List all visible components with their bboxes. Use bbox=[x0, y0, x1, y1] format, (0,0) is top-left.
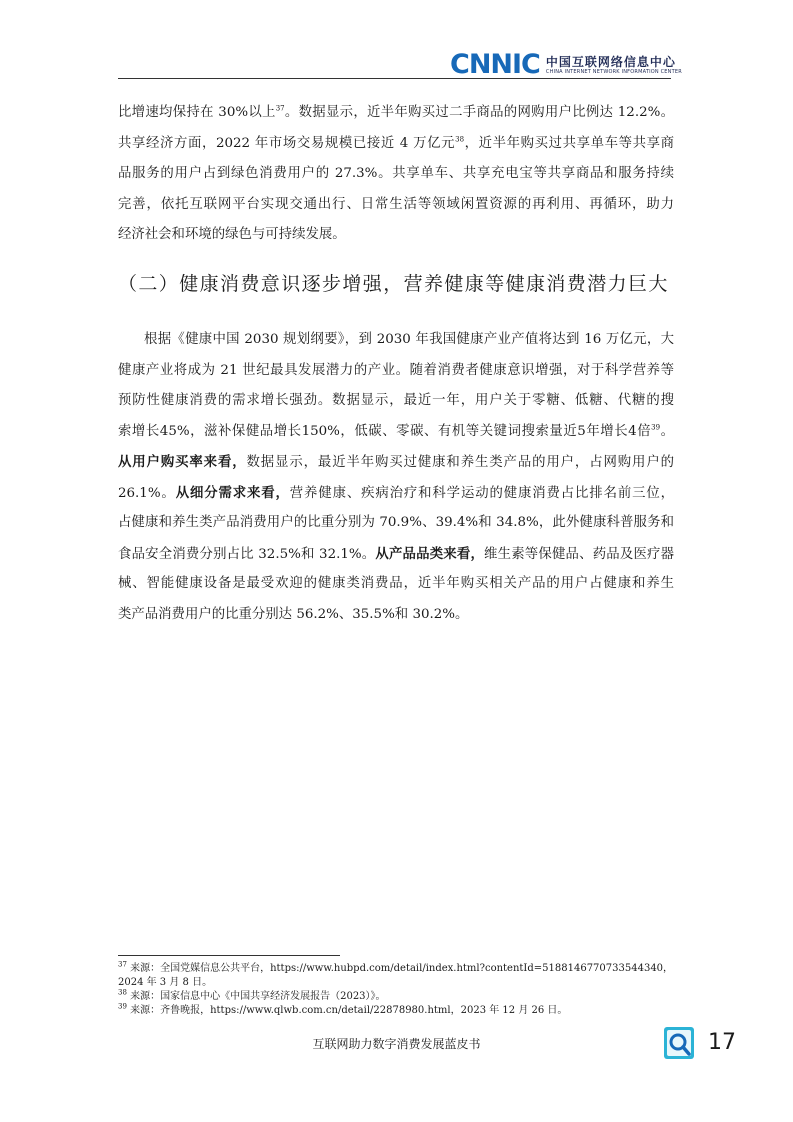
footnote-ref-37: 37 bbox=[275, 104, 285, 113]
footer-title: 互联网助力数字消费发展蓝皮书 bbox=[312, 1037, 481, 1051]
paragraph-health-consumption: 根据《健康中国 2030 规划纲要》，到 2030 年我国健康产业产值将达到 16 万亿元，大 健康产业将成为 21 世纪最具发展潜力的产业。随着消费者健康意识增强，对于科学营养等 预防性健康消费的需求增长强劲。数据显示，最近一年，用户关于零糖、低糖、代糖的搜 索增长45%，滋补保健品增长150%，低碳、零碳、有机等关键词搜索量近5年增长4倍$^{39}$。 从用户购买率来看，数据显示，最近半年购买过健康和养生类产品的用户，占网购用户的 26.1%。从细分需求来看，营养健康、疾病治疗和科学运动的健康消费占比排名前三位， 占健康和养生类产品消费用户的比重分别为 70.9%、39.4%和 34.8%，此外健康科普服务和 食品安全消费分别占比 32.5%和 32.1%。从产品品类来看，维生素等保健品、药品及医疗器 械、智能健康设备是最受欢迎的健康类消费品，近半年购买相关产品的用户占健康和养生 类产品消费用户的比重分别达 56.2%、35.5%和 30.2%。 bbox=[118, 332, 675, 622]
footnotes bbox=[118, 962, 678, 1018]
footnote-37-cont: 2024 年 3 月 8 日。 bbox=[118, 977, 213, 988]
logo-english-name: CHINA INTERNET NETWORK INFORMATION CENTER bbox=[545, 68, 682, 75]
cnnic-logo bbox=[450, 49, 682, 80]
footnote-ref-38: 38 bbox=[455, 135, 465, 144]
logo-mark: CNNIC bbox=[450, 49, 540, 80]
footnote-divider bbox=[118, 955, 340, 956]
page-number: 17 bbox=[708, 1030, 736, 1055]
footnote-39: $^{39}$ 来源：齐鲁晚报，https://www.qlwb.com.cn/detail/22878980.html，2023 年 12 月 26 日。 bbox=[118, 1002, 568, 1016]
emphasis-purchase-rate: 从用户购买率来看， bbox=[118, 454, 247, 470]
footnote-37: $^{37}$ 来源：全国党媒信息公共平台，https://www.hubpd.com/detail/index.html?contentId=5188146770733544340， bbox=[118, 960, 674, 974]
footnote-38: $^{38}$ 来源：国家信息中心《中国共享经济发展报告（2023）》。 bbox=[118, 988, 386, 1002]
emphasis-segmented-demand: 从细分需求来看， bbox=[175, 484, 290, 501]
search-report-icon bbox=[663, 1026, 695, 1060]
section-heading: （二）健康消费意识逐步增强，营养健康等健康消费潜力巨大 bbox=[118, 273, 669, 295]
logo-chinese-name: 中国互联网络信息中心 bbox=[545, 54, 676, 69]
emphasis-product-category: 从产品品类来看， bbox=[375, 545, 485, 562]
paragraph-green-consumption: 比增速均保持在 30%以上$^{37}$。数据显示，近半年购买过二手商品的网购用户比例达 12.2%。 共享经济方面，2022 年市场交易规模已接近 4 万亿元$^{38}$，近半年购买过共享单车等共享商 品服务的用户占到绿色消费用户的 27.3%。共享单车、共享充电宝等共享商品和服务持续 完善，依托互联网平台实现交通出行、日常生活等领域闲置资源的再利用、再循环，助力 经济社会和环境的绿色与可持续发展。 bbox=[118, 104, 674, 242]
header-divider bbox=[118, 78, 671, 79]
page-header bbox=[0, 0, 793, 80]
footnote-ref-39: 39 bbox=[651, 423, 661, 432]
